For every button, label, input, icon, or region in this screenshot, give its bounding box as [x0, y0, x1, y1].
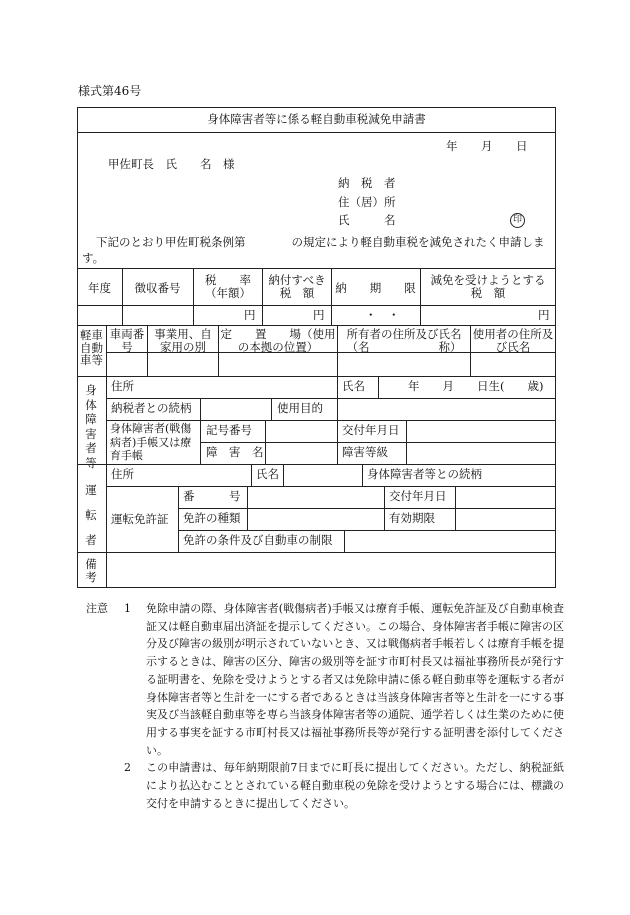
- disabled-name-label: 氏名: [342, 379, 365, 393]
- header-user: 使用者の住所及び氏名: [472, 327, 554, 354]
- disability-grade-label: 障害等級: [342, 445, 388, 459]
- relation-to-taxpayer-label: 納税者との続柄: [111, 401, 192, 415]
- handbook-label: 身体障害者(戦傷病者)手帳又は療育手帳: [110, 422, 192, 462]
- amount-unit: 円: [313, 308, 325, 322]
- date-month: 月: [481, 139, 493, 153]
- license-kind-label: 免許の種類: [183, 511, 241, 525]
- reduction-unit: 円: [538, 308, 550, 322]
- form-number: 様式第46号: [78, 84, 142, 98]
- header-tax-rate: 税 率 （年額）: [205, 273, 251, 300]
- note-number: 2: [124, 761, 131, 775]
- header-fiscal-year: 年度: [88, 281, 111, 295]
- applicant-name-label: 氏 名: [338, 213, 396, 227]
- disabled-address-label: 住所: [111, 379, 134, 393]
- rate-unit: 円: [244, 308, 256, 322]
- addressee: 甲佐町長 氏 名 様: [108, 157, 235, 171]
- use-purpose-label: 使用目的: [277, 401, 323, 415]
- handbook-issue-date-label: 交付年月日: [342, 423, 400, 437]
- license-issue-date-label: 交付年月日: [389, 489, 447, 503]
- license-conditions-label: 免許の条件及び自動車の制限: [183, 533, 333, 547]
- header-owner: 所有者の住所及び氏名（名 称）: [346, 327, 462, 354]
- note-item: [86, 600, 564, 759]
- note-number: 1: [124, 602, 131, 615]
- disabled-birthdate: 年 月 日生( 歳): [408, 379, 544, 393]
- license-number-label: 番 号: [183, 489, 241, 503]
- applicant-taxpayer-label: 納 税 者: [338, 176, 396, 190]
- note-item: [86, 759, 564, 812]
- header-tax-amount: 納付すべき 税 額: [268, 273, 338, 300]
- driver-name-label: 氏名: [256, 467, 279, 481]
- header-deadline: 納 期 限: [335, 281, 416, 295]
- notes: [86, 600, 564, 812]
- header-collection-number: 徴収番号: [134, 281, 181, 295]
- header-reduction-amount: 減免を受けようとする 税 額: [430, 273, 557, 300]
- applicant-address-label: 住（居）所: [338, 195, 396, 209]
- deadline-placeholder: ・ ・: [365, 308, 400, 322]
- disabled-section-label: 身体障害者等: [85, 383, 97, 470]
- license-validity-label: 有効期限: [389, 511, 435, 525]
- driver-section-label: 運転者: [85, 483, 97, 547]
- symbol-number-label: 記号番号: [206, 423, 252, 437]
- note-text: この申請書は、毎年納期限前7日までに町長に提出してください。ただし、納税証紙により払込むこととされている軽自動車税の免除を受けようとする場合には、標識の交付を申請するときに提出してください。: [146, 761, 564, 810]
- note-text: 免除申請の際、身体障害者(戦傷病者)手帳又は療育手帳、運転免許証及び自動車検査証又は軽自動車届出済証を提示してください。この場合、身体障害者手帳に障害の区分及び障害の級別が明示されていないとき、又は戦傷病者手帳若しくは療育手帳を提示するときは、障害の区分、障害の級別等を証す市町村長又は福祉事務所長が発行する証明書を、免除を受けようとする者又は免除申請に係る軽自動車等を運転する者が身体障害者等と生計を一にする者であるときは当該身体障害者等と生計を一にする事実及び当該軽自動車等を専ら当該身体障害者等の通院、通学若しくは生業のために使用する事実を証する市町村長又は福祉事務所長等が発行する証明書を添付してください。: [146, 602, 564, 757]
- header-use-type: 事業用、自家用の別: [154, 327, 212, 354]
- disability-name-label: 障 害 名: [206, 445, 264, 459]
- date-year: 年: [446, 139, 458, 153]
- header-vehicle-number: 車両番号: [109, 327, 145, 354]
- seal-mark: 印: [510, 213, 525, 228]
- date-day: 日: [516, 139, 528, 153]
- notes-label: 注意: [86, 602, 108, 615]
- form-title: 身体障害者等に係る軽自動車税減免申請書: [207, 112, 426, 126]
- vehicle-section-label: 軽車自動車等: [80, 328, 103, 368]
- relation-to-disabled-label: 身体障害者等との続柄: [367, 467, 482, 481]
- driver-address-label: 住所: [111, 467, 134, 481]
- drivers-license-label: 運転免許証: [111, 512, 169, 526]
- header-storage-location: 定 置 場（使用の本拠の位置）: [220, 327, 336, 354]
- remarks-label: 備考: [85, 557, 97, 584]
- request-text: 下記のとおり甲佐町税条例第 の規定により軽自動車税を減免されたく申請します。: [82, 235, 545, 265]
